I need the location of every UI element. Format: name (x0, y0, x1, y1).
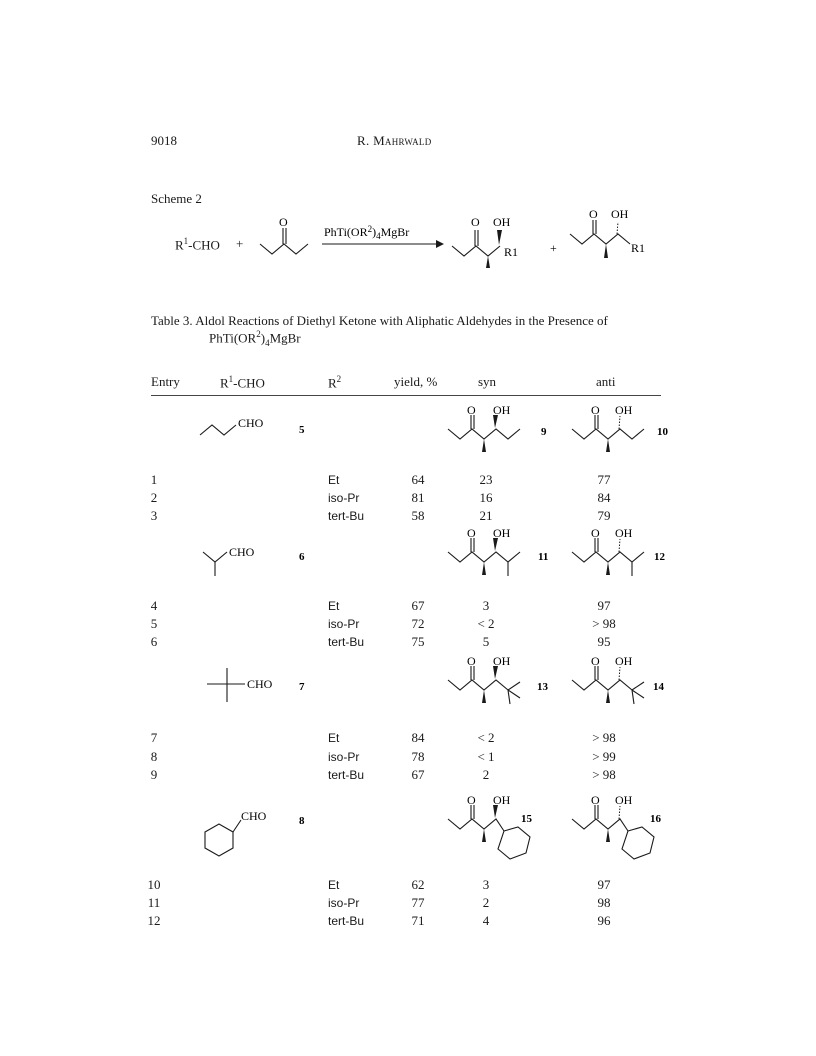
syn-2: 16 (479, 490, 493, 505)
anti-5: > 98 (592, 616, 616, 631)
r2-2: iso-Pr (328, 491, 360, 505)
aldehyde-structure-8 (195, 800, 315, 870)
entry-11: 11 (147, 895, 161, 910)
yield-2: 81 (411, 490, 425, 505)
page-number: 9018 (151, 133, 177, 148)
svg-text:9: 9 (541, 426, 547, 438)
svg-text:OH: OH (615, 405, 633, 417)
svg-text:O: O (591, 656, 600, 668)
syn-6: 5 (482, 634, 490, 649)
r2-5: iso-Pr (328, 617, 360, 631)
syn-5: < 2 (477, 616, 495, 631)
r2-11: iso-Pr (328, 896, 360, 910)
syn-product-oh: OH (493, 215, 511, 229)
svg-text:10: 10 (657, 426, 668, 438)
yield-9: 67 (411, 767, 425, 782)
svg-text:CHO: CHO (247, 677, 273, 691)
anti-10: 97 (597, 877, 611, 892)
anti-3: 79 (597, 508, 611, 523)
col-header-aldehyde: $R^1$-CHO (220, 374, 265, 391)
compound-number-5: 5 (299, 424, 305, 436)
scheme-reactant: $R^1$-CHO (175, 236, 220, 253)
col-header-syn: syn (478, 374, 497, 389)
yield-1: 64 (411, 472, 425, 487)
anti-11: 98 (597, 895, 611, 910)
syn-product-o: O (471, 215, 480, 229)
scheme-plus-1: + (236, 236, 244, 251)
col-header-yield: yield, % (394, 374, 438, 389)
entry-6: 6 (150, 634, 158, 649)
yield-3: 58 (411, 508, 425, 523)
col-header-r2: $R^2$ (328, 374, 342, 391)
products-15-16 (440, 795, 670, 865)
svg-text:12: 12 (654, 551, 665, 563)
r2-7: Et (328, 731, 340, 745)
anti-product-oh: OH (611, 210, 629, 221)
yield-10: 62 (411, 877, 425, 892)
r2-6: tert-Bu (328, 635, 365, 649)
syn-product-r1: R1 (504, 245, 519, 259)
r2-4: Et (328, 599, 340, 613)
products-11-12 (440, 528, 670, 588)
syn-9: 2 (482, 767, 490, 782)
anti-6: 95 (597, 634, 611, 649)
r2-12: tert-Bu (328, 914, 365, 928)
svg-text:O: O (591, 528, 600, 540)
ketone-oxygen-label: O (279, 215, 288, 229)
yield-4: 67 (411, 598, 425, 613)
products-13-14 (440, 656, 670, 716)
header-rule (151, 395, 661, 396)
table-caption-line1: Table 3. Aldol Reactions of Diethyl Ketone with Aliphatic Aldehydes in the Presence of (151, 313, 608, 328)
svg-text:OH: OH (615, 656, 633, 668)
scheme-plus-2: + (550, 241, 557, 255)
svg-text:11: 11 (538, 551, 549, 563)
svg-text:O: O (467, 656, 476, 668)
svg-text:16: 16 (650, 813, 661, 825)
syn-7: < 2 (477, 730, 495, 745)
running-author: R. Mahrwald (357, 133, 432, 148)
syn-11: 2 (482, 895, 490, 910)
svg-text:CHO: CHO (238, 416, 264, 430)
syn-8: < 1 (477, 749, 495, 764)
entry-2: 2 (150, 490, 158, 505)
aldehyde-structure-7 (195, 660, 315, 715)
entry-3: 3 (150, 508, 158, 523)
entry-1: 1 (150, 472, 158, 487)
yield-5: 72 (411, 616, 425, 631)
svg-text:OH: OH (493, 405, 511, 417)
anti-4: 97 (597, 598, 611, 613)
svg-text:OH: OH (493, 528, 511, 540)
yield-6: 75 (411, 634, 425, 649)
yield-12: 71 (411, 913, 425, 928)
entry-8: 8 (150, 749, 158, 764)
yield-11: 77 (411, 895, 425, 910)
entry-12: 12 (147, 913, 161, 928)
svg-text:14: 14 (653, 681, 664, 693)
syn-12: 4 (482, 913, 490, 928)
svg-text:O: O (591, 405, 600, 417)
scheme-title: Scheme 2 (151, 191, 202, 206)
entry-5: 5 (150, 616, 158, 631)
svg-text:15: 15 (521, 813, 532, 825)
svg-text:O: O (467, 528, 476, 540)
aldehyde-structure-5 (195, 405, 315, 445)
anti-product-r1: R1 (631, 241, 646, 255)
entry-9: 9 (150, 767, 158, 782)
anti-product-o: O (589, 210, 598, 221)
svg-text:13: 13 (537, 681, 548, 693)
anti-9: > 98 (592, 767, 616, 782)
anti-12: 96 (597, 913, 611, 928)
svg-text:O: O (467, 795, 476, 807)
yield-7: 84 (411, 730, 425, 745)
syn-4: 3 (482, 598, 490, 613)
svg-text:OH: OH (493, 795, 511, 807)
products-9-10 (440, 405, 670, 460)
syn-1: 23 (479, 472, 493, 487)
anti-7: > 98 (592, 730, 616, 745)
anti-2: 84 (597, 490, 611, 505)
compound-number-6: 6 (299, 551, 305, 563)
anti-1: 77 (597, 472, 611, 487)
svg-text:OH: OH (493, 656, 511, 668)
col-header-anti: anti (596, 374, 616, 389)
svg-text:OH: OH (615, 528, 633, 540)
compound-number-8: 8 (299, 815, 305, 827)
col-header-entry: Entry (151, 374, 180, 389)
r2-8: iso-Pr (328, 750, 360, 764)
table-caption-line2: $PhTi(OR^2)_4MgBr$ (209, 329, 301, 348)
svg-text:CHO: CHO (229, 545, 255, 559)
scheme-structures (250, 210, 670, 270)
r2-1: Et (328, 473, 340, 487)
syn-10: 3 (482, 877, 490, 892)
r2-9: tert-Bu (328, 768, 365, 782)
entry-4: 4 (150, 598, 158, 613)
aldehyde-structure-6 (195, 530, 315, 585)
anti-8: > 99 (592, 749, 616, 764)
r2-3: tert-Bu (328, 509, 365, 523)
r2-10: Et (328, 878, 340, 892)
svg-text:OH: OH (615, 795, 633, 807)
svg-text:O: O (467, 405, 476, 417)
syn-3: 21 (479, 508, 493, 523)
scheme-reagent: $PhTi(OR^2)_4MgBr$ (324, 224, 410, 241)
entry-7: 7 (150, 730, 158, 745)
svg-text:CHO: CHO (241, 809, 267, 823)
compound-number-7: 7 (299, 681, 305, 693)
yield-8: 78 (411, 749, 425, 764)
svg-text:O: O (591, 795, 600, 807)
entry-10: 10 (147, 877, 161, 892)
